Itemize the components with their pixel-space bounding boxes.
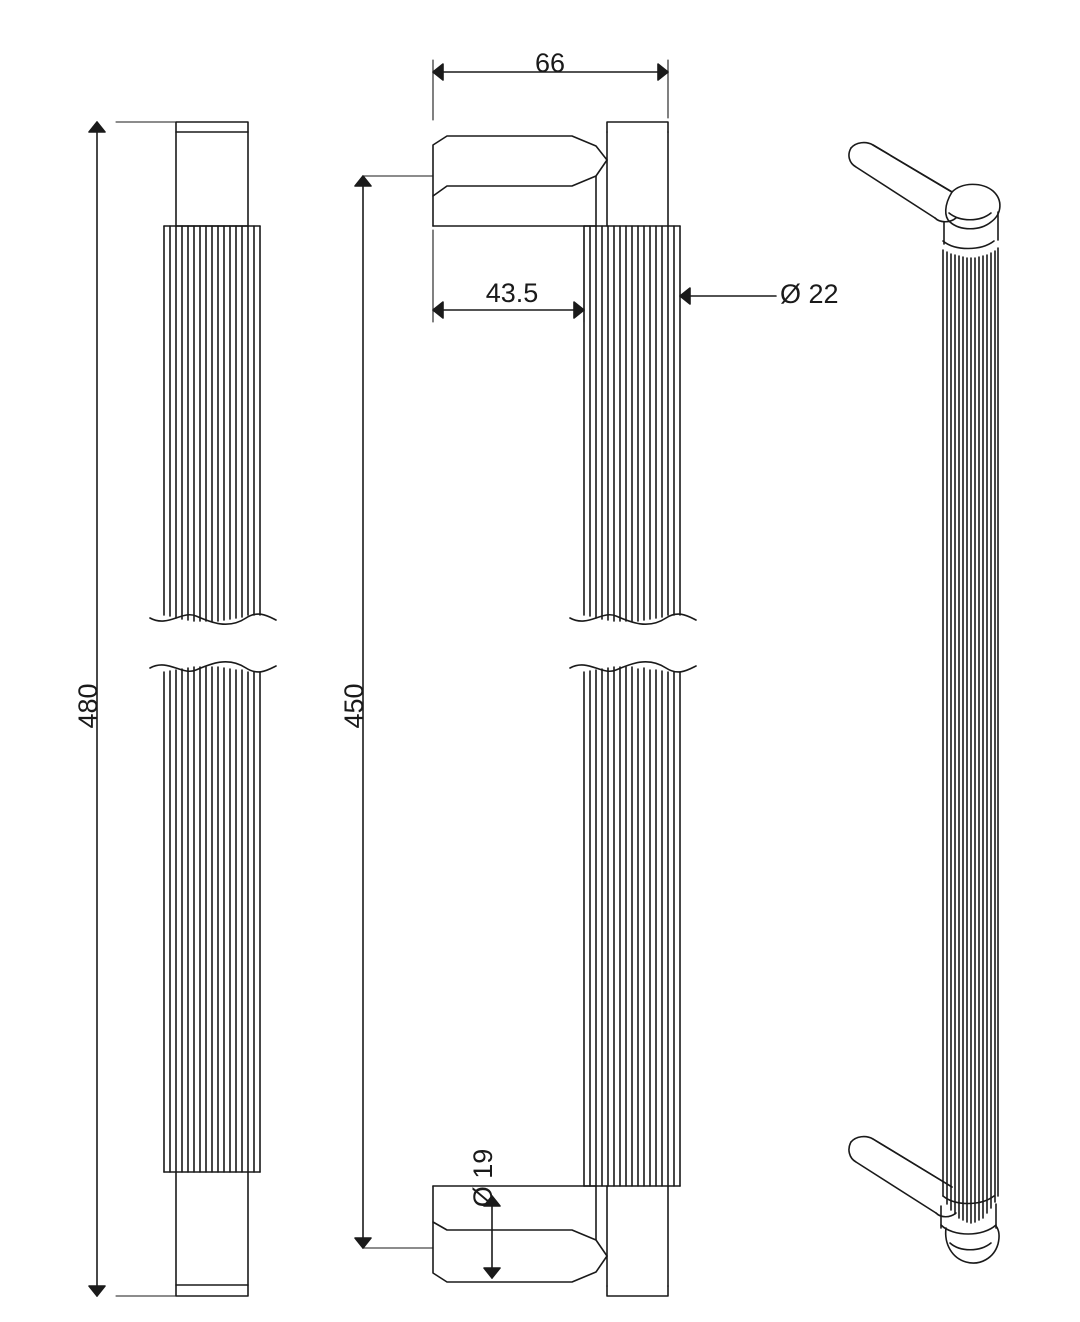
dimension-43-5 xyxy=(433,230,584,322)
dimension-dia-22 xyxy=(680,288,776,304)
dimension-label-43-5: 43.5 xyxy=(485,278,539,308)
isometric-view-geometry xyxy=(849,143,1000,1263)
dimension-label-66: 66 xyxy=(534,48,566,78)
front-view-geometry xyxy=(150,122,276,1296)
dimension-label-dia-22: Ø 22 xyxy=(780,279,839,309)
dimension-dia-19 xyxy=(484,1196,500,1278)
dimension-label-480: 480 xyxy=(73,683,103,729)
side-view-geometry xyxy=(433,122,696,1296)
dimension-label-450: 450 xyxy=(339,683,369,729)
dimension-label-dia-19: Ø 19 xyxy=(468,1148,498,1208)
